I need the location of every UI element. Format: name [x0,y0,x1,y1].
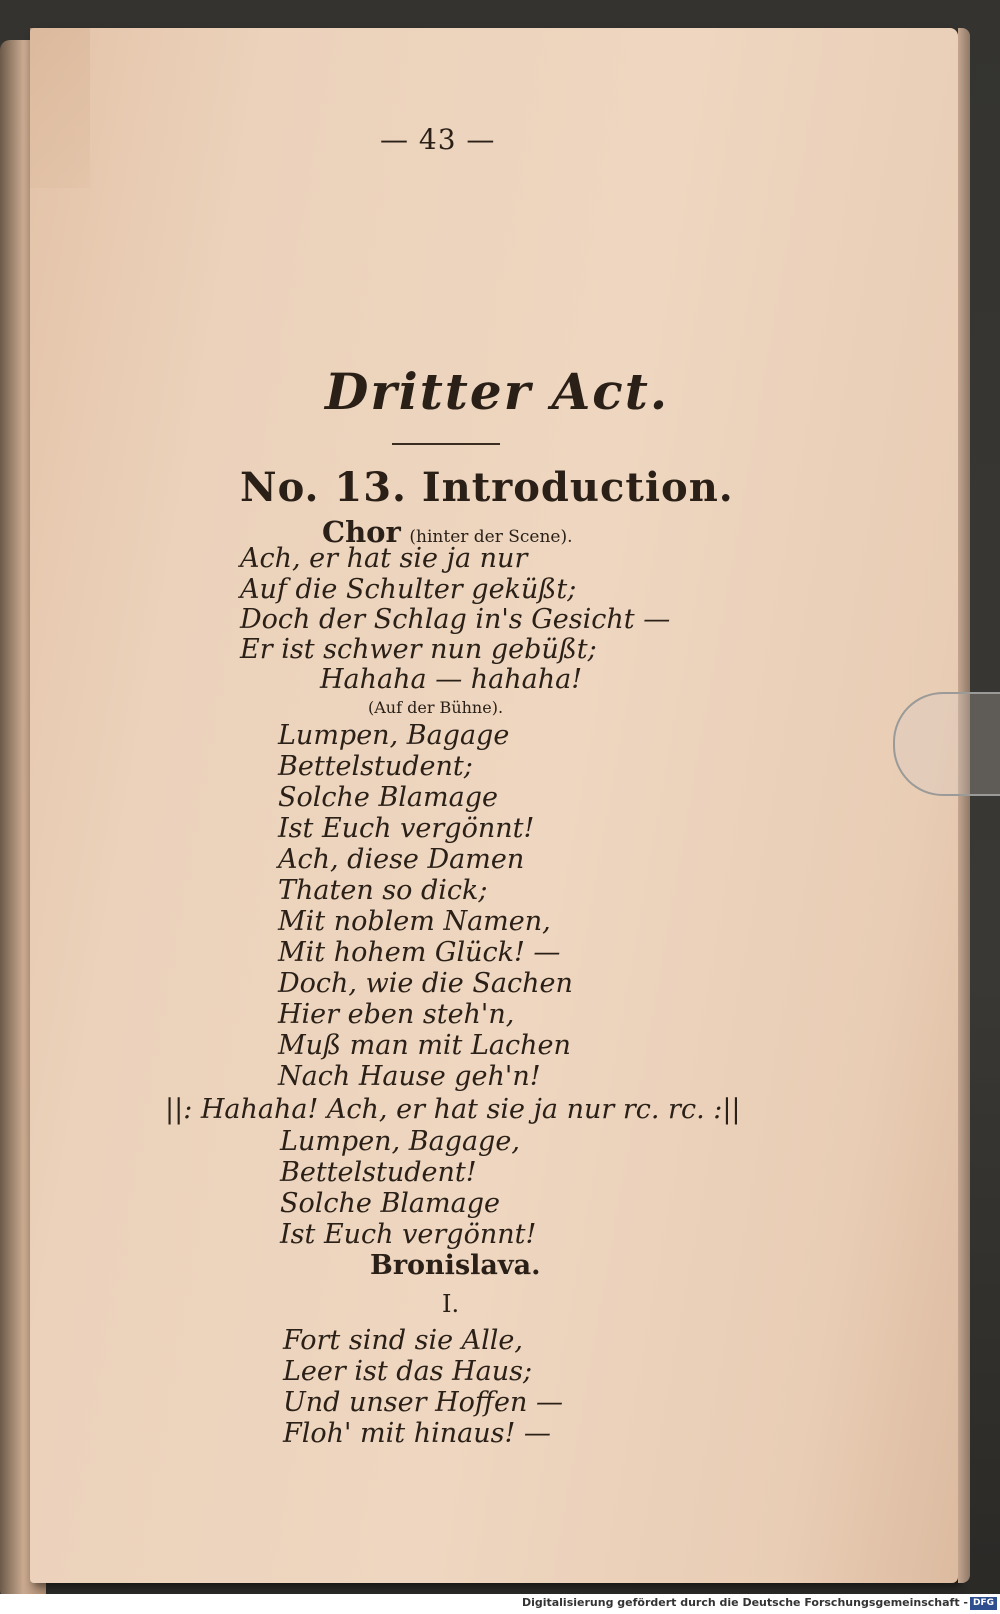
page-edge [958,28,970,1583]
verse-line: Mit noblem Namen, [278,906,551,937]
verse-line: Ach, diese Damen [278,844,525,875]
verse-line: Muß man mit Lachen [278,1030,571,1061]
verse-line: Er ist schwer nun gebüßt; [240,634,597,665]
verse-line: Doch, wie die Sachen [278,968,573,999]
footer-bar [0,1594,1000,1614]
footer-credit: Digitalisierung gefördert durch die Deutsche Forschungsgemeinschaft - [521,1596,968,1609]
verse-line: Und unser Hoffen — [283,1387,563,1418]
verse-line: Ist Euch vergönnt! [280,1219,537,1250]
chor-role: Chor [322,515,401,549]
verse-line: Doch der Schlag in's Gesicht — [240,604,671,635]
chor-direction: (hinter der Scene). [409,527,573,547]
verse-line: Hahaha — hahaha! [320,664,583,695]
verse-line: Nach Hause geh'n! [278,1061,541,1092]
torn-corner [30,28,90,188]
repeat-line: ||: Hahaha! Ach, er hat sie ja nur rc. rc. :|| [165,1094,741,1125]
verse-line: Lumpen, Bagage [278,720,510,751]
verse-line: Mit hohem Glück! — [278,937,561,968]
verse-line: Auf die Schulter geküßt; [240,574,577,605]
verse-line: Ach, er hat sie ja nur [240,543,528,574]
verse-line: Lumpen, Bagage, [280,1126,520,1157]
verse-line: Bettelstudent! [280,1157,477,1188]
verse-line: Solche Blamage [280,1188,500,1219]
verse-line: Hier eben steh'n, [278,999,515,1030]
verse-line: Thaten so dick; [278,875,488,906]
verse-line: Fort sind sie Alle, [283,1325,523,1356]
stage-direction: (Auf der Bühne). [368,698,504,717]
role-heading: Bronislava. [370,1250,541,1281]
verse-line: Floh' mit hinaus! — [283,1418,551,1449]
verse-line: Leer ist das Haus; [283,1356,533,1387]
section-title: No. 13. Introduction. [240,464,734,511]
dfg-logo: DFG [970,1597,997,1610]
act-title: Dritter Act. [325,362,670,421]
clip-holder [893,692,1000,796]
verse-line: Ist Euch vergönnt! [278,813,535,844]
title-divider [392,443,500,445]
stanza-number: I. [442,1290,460,1318]
page-number: — 43 — [380,123,496,156]
verse-line: Solche Blamage [278,782,498,813]
verse-line: Bettelstudent; [278,751,473,782]
